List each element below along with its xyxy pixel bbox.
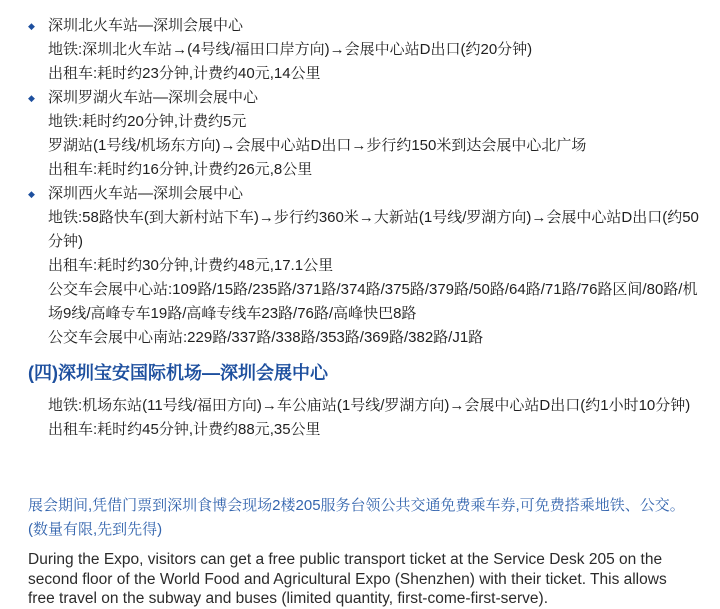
route-detail-bus-south-station: 公交车会展中心南站:229路/337路/338路/353路/369路/382路/J1路 [48, 329, 484, 346]
route-title: 深圳西火车站—深圳会展中心 [48, 185, 244, 202]
route-title: 深圳罗湖火车站—深圳会展中心 [48, 89, 259, 106]
route-title-row [28, 182, 702, 206]
route-section-airport [28, 394, 702, 442]
route-title: 深圳北火车站—深圳会展中心 [48, 17, 244, 34]
route-section-luohu-station [28, 86, 702, 182]
route-title-row [28, 14, 702, 38]
free-ticket-notice-chinese: 展会期间,凭借门票到深圳食博会现场2楼205服务台领公共交通免费乘车券,可免费搭乘地铁、公交。(数量有限,先到先得) [28, 497, 685, 538]
route-detail-taxi: 出租车:耗时约16分钟,计费约26元,8公里 [48, 161, 313, 178]
route-detail-bus-center-station: 公交车会展中心站:109路/15路/235路/371路/374路/375路/379路/50路/64路/71路/76路区间/80路/机场9线/高峰专车19路/高峰专线车23路/76路/高峰快巴8路 [48, 281, 698, 322]
diamond-bullet-icon: ◆ [28, 21, 35, 31]
route-detail-taxi: 出租车:耗时约23分钟,计费约40元,14公里 [48, 65, 321, 82]
diamond-bullet-icon: ◆ [28, 93, 35, 103]
route-detail-taxi: 出租车:耗时约45分钟,计费约88元,35公里 [48, 421, 321, 438]
free-ticket-notice-english: During the Expo, visitors can get a free public transport ticket at the Service Desk 205 on the second floor of the World Food and Agricultural Expo (Shenzhen) with their ticket. This allows free travel on the subway and buses (limited quantity, first-come-first-serve). [28, 551, 667, 607]
route-detail-metro: 地铁:58路快车(到大新村站下车)→步行约360米→大新站(1号线/罗湖方向)→会展中心站D出口(约50分钟) [48, 209, 699, 250]
section-heading-airport: (四)深圳宝安国际机场—深圳会展中心 [28, 363, 328, 383]
route-detail-taxi: 出租车:耗时约30分钟,计费约48元,17.1公里 [48, 257, 334, 274]
route-detail-metro: 地铁:机场东站(11号线/福田方向)→车公庙站(1号线/罗湖方向)→会展中心站D出口(约1小时10分钟) [48, 397, 691, 414]
route-section-west-station [28, 182, 702, 350]
route-detail-metro: 地铁:深圳北火车站→(4号线/福田口岸方向)→会展中心站D出口(约20分钟) [48, 41, 533, 58]
route-detail-metro-transfer: 罗湖站(1号线/机场东方向)→会展中心站D出口→步行约150米到达会展中心北广场 [48, 137, 587, 154]
route-title-row [28, 86, 702, 110]
route-section-north-station [28, 14, 702, 86]
diamond-bullet-icon: ◆ [28, 189, 35, 199]
route-detail-metro: 地铁:耗时约20分钟,计费约5元 [48, 113, 247, 130]
